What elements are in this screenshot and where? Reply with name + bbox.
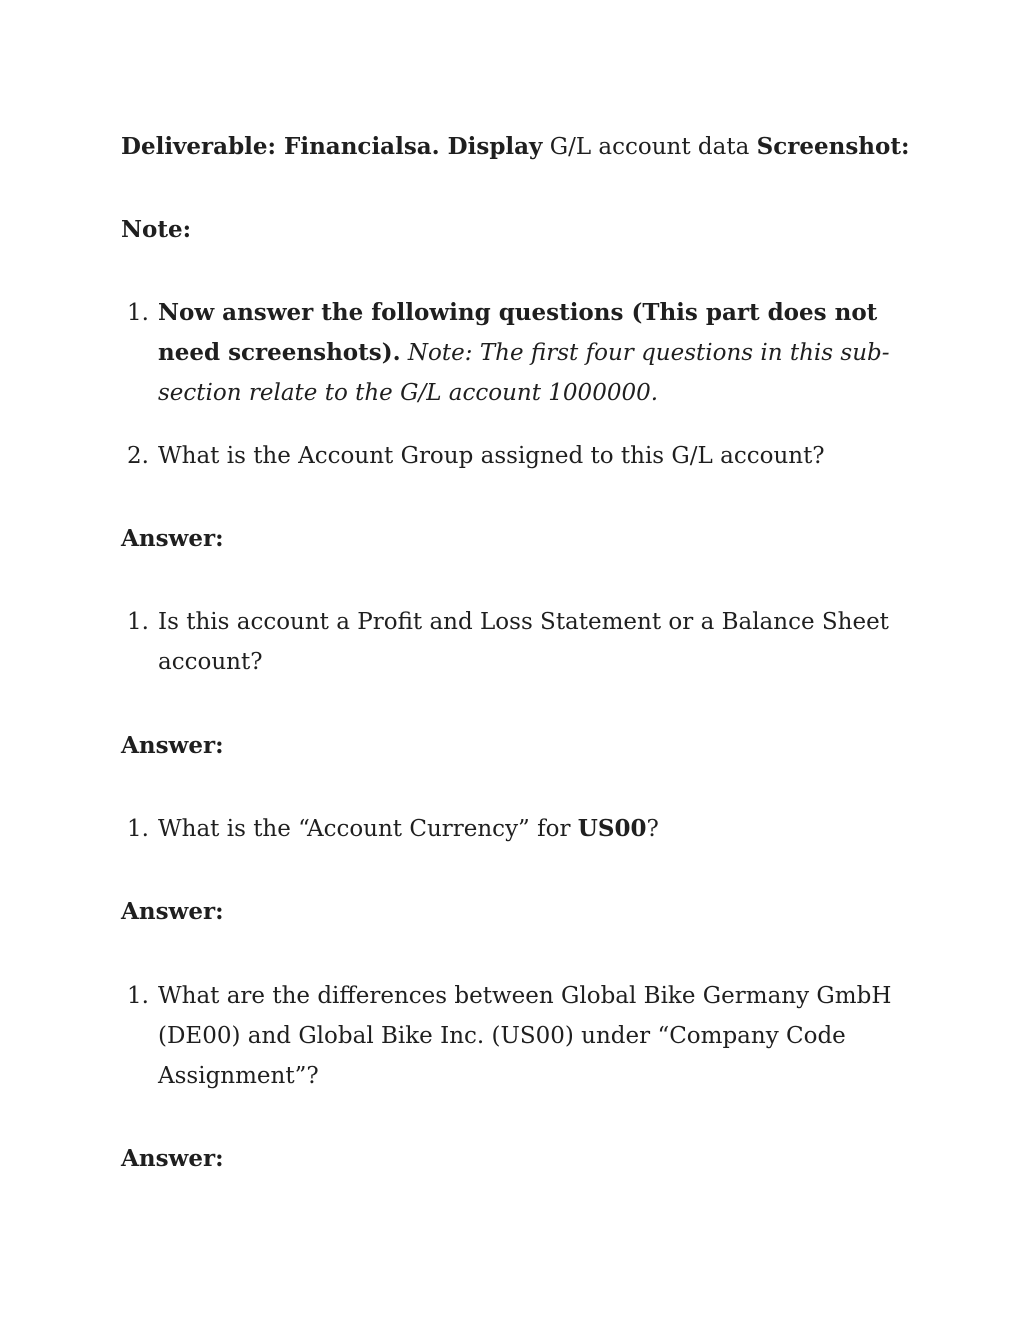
deliverable-label: Deliverable: Financialsa. Display — [121, 133, 543, 160]
answer-heading: Answer: — [121, 525, 224, 552]
list-item — [121, 293, 911, 413]
screenshot-label: Screenshot: — [756, 133, 910, 160]
question-account-currency: What is the “Account Currency” for US00? — [158, 815, 659, 842]
question-account-group: What is the Account Group assigned to this G/L account? — [158, 443, 825, 469]
list-number: 1. — [127, 609, 149, 635]
list-number: 1. — [127, 300, 149, 326]
note-heading: Note: — [121, 216, 192, 243]
list-item — [121, 436, 911, 476]
question-company-code-differences: What are the differences between Global Bike Germany GmbH (DE00) and Global Bike Inc. (US00) under “Company Code Assignment”? — [158, 983, 892, 1089]
answer-heading: Answer: — [121, 1145, 224, 1172]
list-item — [121, 976, 911, 1096]
list-item — [121, 809, 911, 849]
list-item-body — [158, 293, 898, 413]
list-number: 1. — [127, 816, 149, 842]
instruction-text: Now answer the following questions (This part does not need screenshots). — [158, 299, 878, 366]
answer-heading: Answer: — [121, 898, 224, 925]
deliverable-line — [121, 127, 911, 167]
list-item — [121, 602, 911, 682]
list-number: 2. — [127, 443, 149, 469]
answer-heading: Answer: — [121, 732, 224, 759]
list-number: 1. — [127, 983, 149, 1009]
company-code-us00: US00 — [577, 815, 647, 842]
deliverable-text: G/L account data — [542, 134, 757, 160]
question-statement-type: Is this account a Profit and Loss Statement or a Balance Sheet account? — [158, 609, 889, 675]
instruction-note: Note: The first four questions in this sub-section relate to the G/L account 1000000. — [158, 340, 890, 406]
